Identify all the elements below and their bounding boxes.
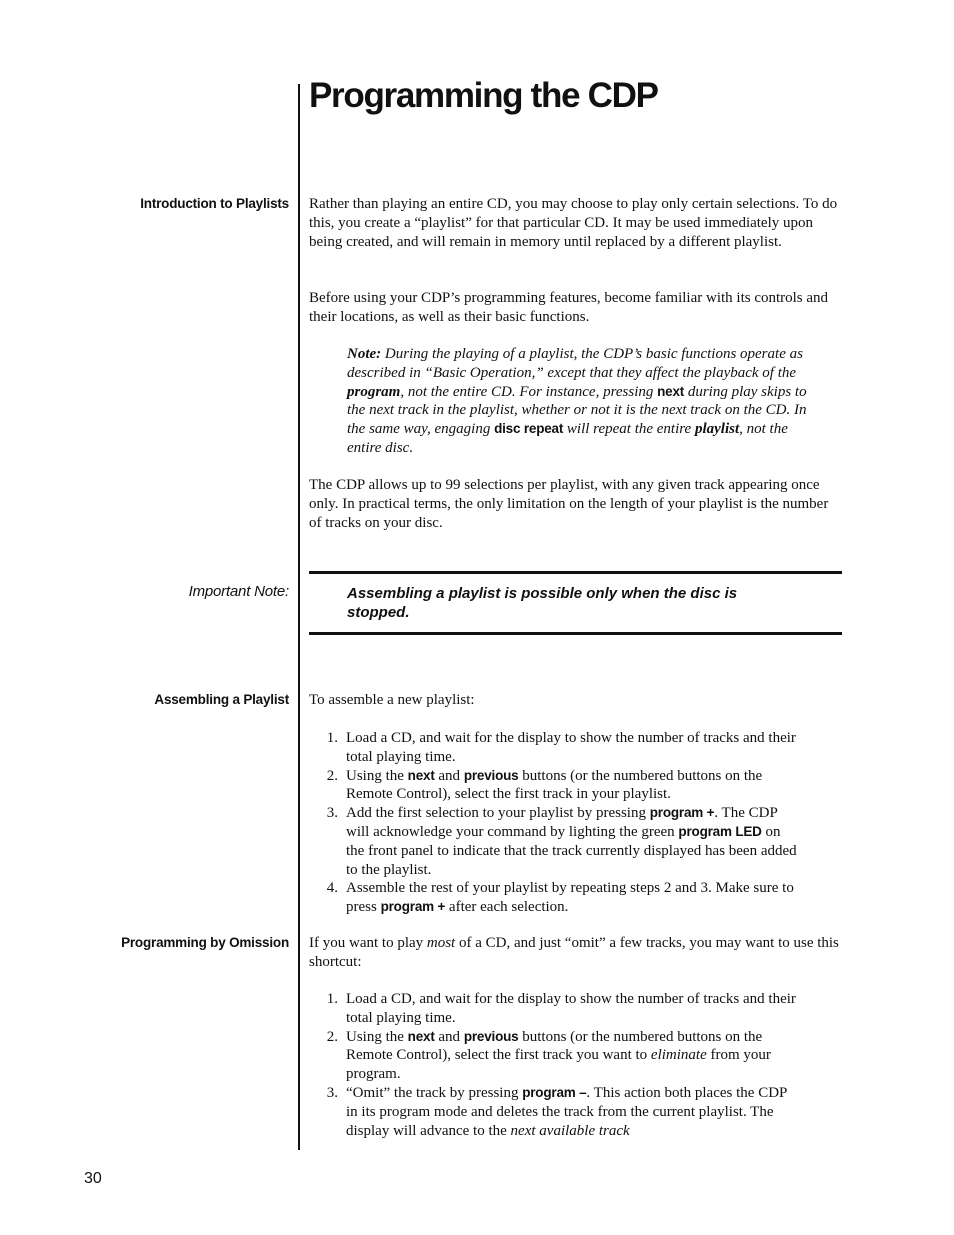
important-rule-top bbox=[309, 571, 842, 574]
step-text: from your program. bbox=[346, 1047, 771, 1083]
step-number: 2. bbox=[326, 767, 338, 784]
control-name: program – bbox=[522, 1084, 587, 1100]
control-name: program + bbox=[649, 805, 715, 821]
step-text: on the front panel to indicate that the track currently displayed has been added to the playlist. bbox=[346, 823, 797, 878]
step-number: 3. bbox=[326, 1084, 338, 1101]
note-control-name: next bbox=[657, 383, 685, 399]
control-name: next bbox=[407, 1028, 435, 1044]
list-item bbox=[320, 1084, 800, 1140]
note-emphasis: playlist bbox=[694, 421, 740, 438]
step-text: Load a CD, and wait for the display to show the number of tracks and their total playing time. bbox=[346, 991, 796, 1026]
step-text: Using the bbox=[346, 767, 408, 784]
omission-steps-list bbox=[320, 990, 800, 1140]
control-name: program + bbox=[380, 899, 446, 915]
omission-text: of a CD, and just “omit” a few tracks, you may want to use this shortcut: bbox=[309, 935, 839, 970]
note-text: , not the entire disc. bbox=[347, 421, 788, 456]
step-text: . The CDP will acknowledge your command by lighting the green bbox=[346, 805, 778, 840]
list-item bbox=[320, 879, 800, 917]
step-text: and bbox=[434, 767, 464, 784]
step-text: “Omit” the track by pressing bbox=[346, 1084, 523, 1101]
step-number: 1. bbox=[326, 991, 338, 1007]
step-number: 1. bbox=[326, 730, 338, 746]
intro-paragraph-2: Before using your CDP’s programming features, become familiar with its controls and their locations, as well as their basic functions. bbox=[309, 290, 829, 325]
step-number: 4. bbox=[326, 880, 338, 897]
step-text: and bbox=[434, 1028, 464, 1045]
note-label: Note: bbox=[347, 346, 382, 362]
note-block bbox=[347, 345, 807, 458]
page-number: 30 bbox=[84, 1170, 102, 1187]
control-name: next bbox=[407, 767, 435, 783]
step-text: Add the first selection to your playlist by pressing bbox=[346, 805, 650, 822]
assemble-intro: To assemble a new playlist: bbox=[309, 692, 475, 708]
list-item bbox=[320, 804, 800, 879]
important-note-text: Assembling a playlist is possible only when the disc is stopped. bbox=[347, 585, 738, 621]
step-number: 3. bbox=[326, 805, 338, 822]
step-emphasis: next available track bbox=[510, 1122, 630, 1139]
important-rule-bottom bbox=[309, 632, 842, 635]
control-name: program LED bbox=[678, 823, 762, 839]
intro-paragraph-1: Rather than playing an entire CD, you may choose to play only certain selections. To do this, you create a “playlist” for that particular CD. It may be used immediately upon being created, and will remain in memory until replaced by a different playlist. bbox=[309, 196, 838, 250]
step-text: Assemble the rest of your playlist by repeating steps 2 and 3. Make sure to press bbox=[346, 880, 794, 916]
step-number: 2. bbox=[326, 1028, 338, 1045]
assemble-steps-list bbox=[320, 729, 800, 917]
sidebar-heading-assembling: Assembling a Playlist bbox=[154, 692, 289, 707]
omission-text: If you want to play bbox=[309, 935, 427, 951]
note-text: will repeat the entire bbox=[563, 421, 695, 438]
omission-intro bbox=[309, 934, 841, 972]
note-emphasis: program bbox=[347, 383, 401, 400]
step-text: . This action both places the CDP in its program mode and deletes the track from the current playlist. The display will advance to the bbox=[346, 1084, 787, 1139]
sidebar-heading-important: Important Note: bbox=[188, 583, 289, 600]
control-name: previous bbox=[463, 1028, 519, 1044]
list-item bbox=[320, 990, 800, 1028]
step-emphasis: eliminate bbox=[650, 1047, 707, 1064]
step-text: Load a CD, and wait for the display to show the number of tracks and their total playing time. bbox=[346, 730, 796, 765]
note-text: during play skips to the next track in the playlist, whether or not it is the next track on the CD. In the same way, engaging bbox=[347, 383, 807, 438]
list-item bbox=[320, 729, 800, 767]
omission-emphasis: most bbox=[426, 935, 456, 951]
note-control-name: disc repeat bbox=[494, 421, 564, 437]
step-text: buttons (or the numbered buttons on the Remote Control), select the first track in your playlist. bbox=[346, 767, 763, 803]
note-text: , not the entire CD. For instance, pressing bbox=[400, 383, 658, 400]
vertical-rule bbox=[298, 84, 300, 1150]
step-text: Using the bbox=[346, 1028, 408, 1045]
note-text: During the playing of a playlist, the CDP’s basic functions operate as described in “Basic Operation,” except that they affect the playback of the bbox=[347, 346, 803, 381]
sidebar-heading-intro: Introduction to Playlists bbox=[140, 196, 289, 211]
step-text: buttons (or the numbered buttons on the Remote Control), select the first track you want to bbox=[346, 1028, 763, 1064]
step-text: after each selection. bbox=[445, 899, 569, 916]
sidebar-heading-omission: Programming by Omission bbox=[121, 935, 289, 950]
list-item bbox=[320, 1028, 800, 1084]
control-name: previous bbox=[463, 767, 519, 783]
page-title: Programming the CDP bbox=[309, 76, 658, 115]
intro-paragraph-3: The CDP allows up to 99 selections per playlist, with any given track appearing once only. In practical terms, the only limitation on the length of your playlist is the number of tracks on your disc. bbox=[309, 477, 829, 531]
list-item bbox=[320, 767, 800, 805]
